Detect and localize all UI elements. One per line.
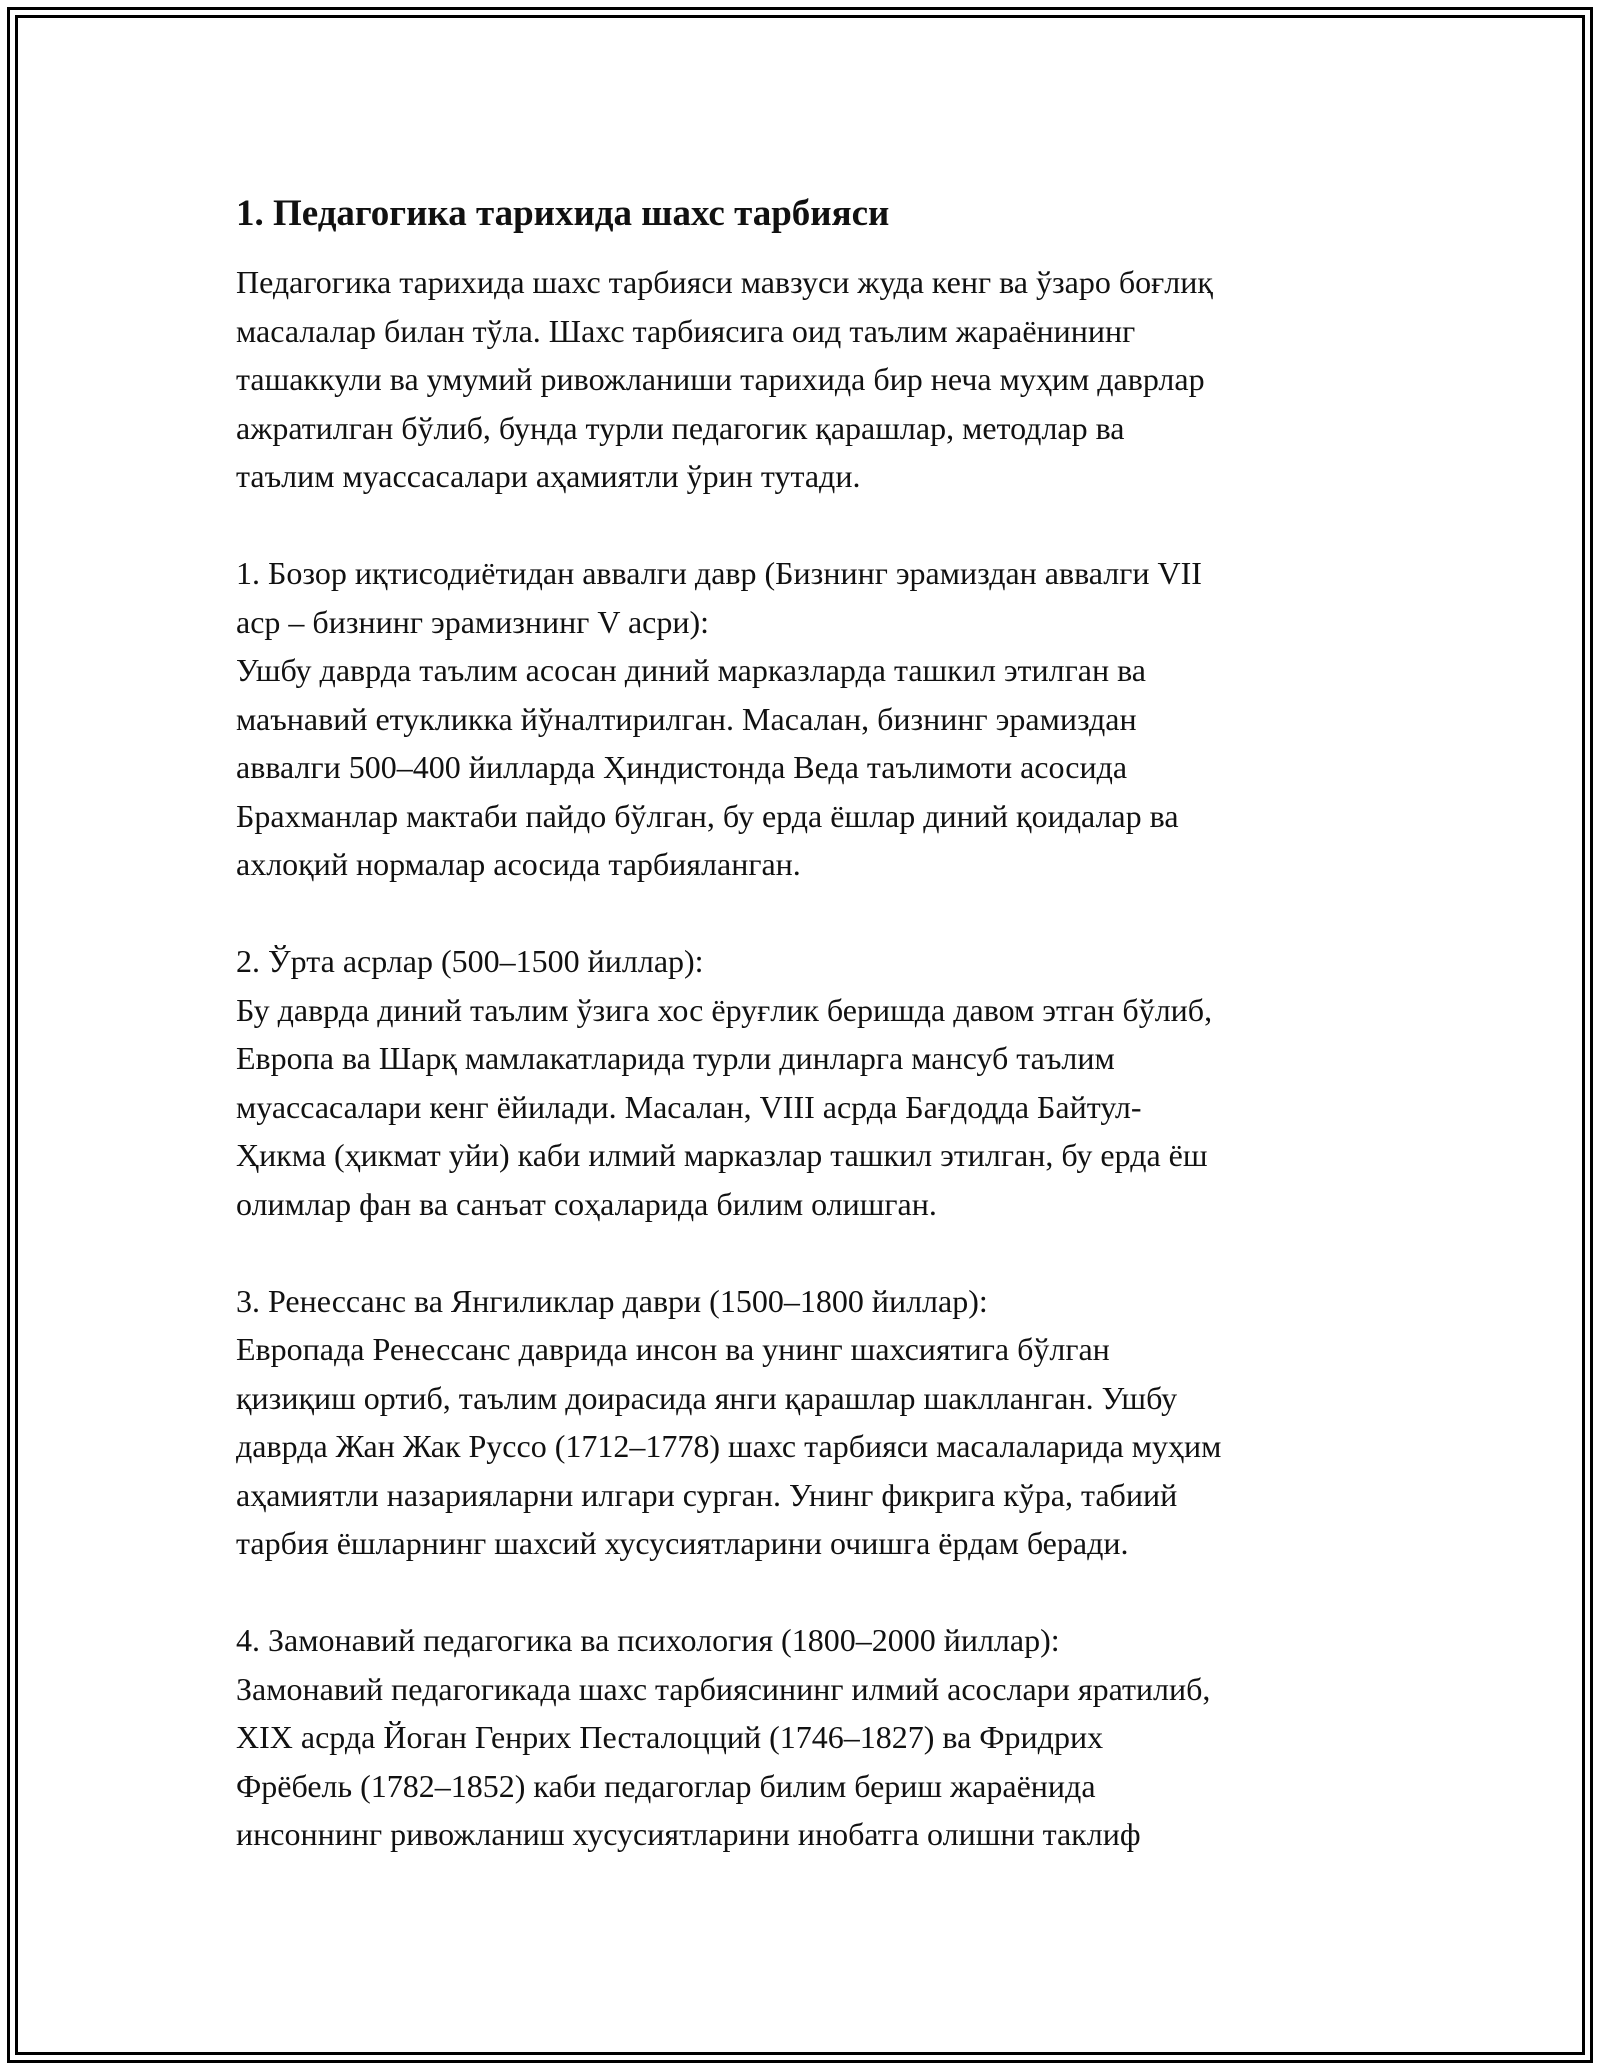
section-heading: аср – бизнинг эрамизнинг V асри): bbox=[236, 603, 710, 640]
section-1 bbox=[236, 549, 1376, 889]
text-line: даврда Жан Жак Руссо (1712–1778) шахс тарбияси масалаларида муҳим bbox=[236, 1428, 1222, 1464]
text-line: қизиқиш ортиб, таълим доирасида янги қарашлар шаклланган. Ушбу bbox=[236, 1379, 1178, 1416]
text-line: Бу даврда диний таълим ўзига хос ёруғлик беришда давом этган бўлиб, bbox=[236, 991, 1213, 1028]
text-line: Педагогика тарихида шахс тарбияси мавзуси жуда кенг ва ўзаро боғлиқ bbox=[236, 264, 1213, 300]
intro-paragraph bbox=[236, 258, 1376, 501]
text-line: Ҳикма (ҳикмат уйи) каби илмий марказлар ташкил этилган, бу ерда ёш bbox=[236, 1137, 1208, 1173]
text-line: аҳамиятли назарияларни илгари сурган. Унинг фикрига кўра, табиий bbox=[236, 1476, 1178, 1513]
section-heading: 3. Ренессанс ва Янгиликлар даври (1500–1800 йиллар): bbox=[236, 1282, 988, 1319]
text-line: Ушбу даврда таълим асосан диний марказларда ташкил этилган ва bbox=[236, 652, 1146, 688]
section-heading: 1. Бозор иқтисодиётидан аввалги давр (Бизнинг эрамиздан аввалги VII bbox=[236, 555, 1202, 591]
text-line: маънавий етукликка йўналтирилган. Масалан, бизнинг эрамиздан bbox=[236, 700, 1137, 737]
text-line: масалалар билан тўла. Шахс тарбиясига оид таълим жараёнининг bbox=[236, 312, 1136, 349]
text-line: XIX асрда Йоган Генрих Песталоцций (1746–1827) ва Фридрих bbox=[236, 1719, 1104, 1755]
section-heading: 4. Замонавий педагогика ва психология (1800–2000 йиллар): bbox=[236, 1622, 1060, 1658]
text-line: ташаккули ва умумий ривожланиши тарихида бир неча муҳим даврлар bbox=[236, 361, 1205, 397]
text-line: Замонавий педагогикада шахс тарбиясининг илмий асослари яратилиб, bbox=[236, 1670, 1211, 1707]
text-line: Европада Ренессанс даврида инсон ва унинг шахсиятига бўлган bbox=[236, 1331, 1110, 1367]
text-line: инсоннинг ривожланиш хусусиятларини инобатга олишни таклиф bbox=[236, 1816, 1141, 1852]
text-line: Европа ва Шарқ мамлакатларида турли динларга мансуб таълим bbox=[236, 1040, 1115, 1076]
text-line: олимлар фан ва санъат соҳаларида билим олишган. bbox=[236, 1185, 937, 1222]
text-line: таълим муассасалари аҳамиятли ўрин тутади. bbox=[236, 458, 861, 494]
text-line: муассасалари кенг ёйилади. Масалан, VIII асрда Бағдодда Байтул- bbox=[236, 1088, 1142, 1125]
section-2 bbox=[236, 937, 1376, 1228]
section-heading: 2. Ўрта асрлар (500–1500 йиллар): bbox=[236, 943, 704, 979]
text-line: тарбия ёшларнинг шахсий хусусиятларини очишга ёрдам беради. bbox=[236, 1525, 1129, 1561]
text-line: аввалги 500–400 йилларда Ҳиндистонда Веда таълимоти асосида bbox=[236, 749, 1128, 785]
document-body bbox=[236, 188, 1376, 1859]
document-title: 1. Педагогика тарихида шахс тарбияси bbox=[236, 193, 890, 234]
text-line: Брахманлар мактаби пайдо бўлган, бу ерда ёшлар диний қоидалар ва bbox=[236, 797, 1179, 834]
text-line: ахлоқий нормалар асосида тарбияланган. bbox=[236, 846, 801, 882]
text-line: ажратилган бўлиб, бунда турли педагогик қарашлар, методлар ва bbox=[236, 409, 1125, 446]
section-4 bbox=[236, 1616, 1376, 1859]
text-line: Фрёбель (1782–1852) каби педагоглар билим бериш жараёнида bbox=[236, 1767, 1096, 1804]
section-3 bbox=[236, 1277, 1376, 1568]
